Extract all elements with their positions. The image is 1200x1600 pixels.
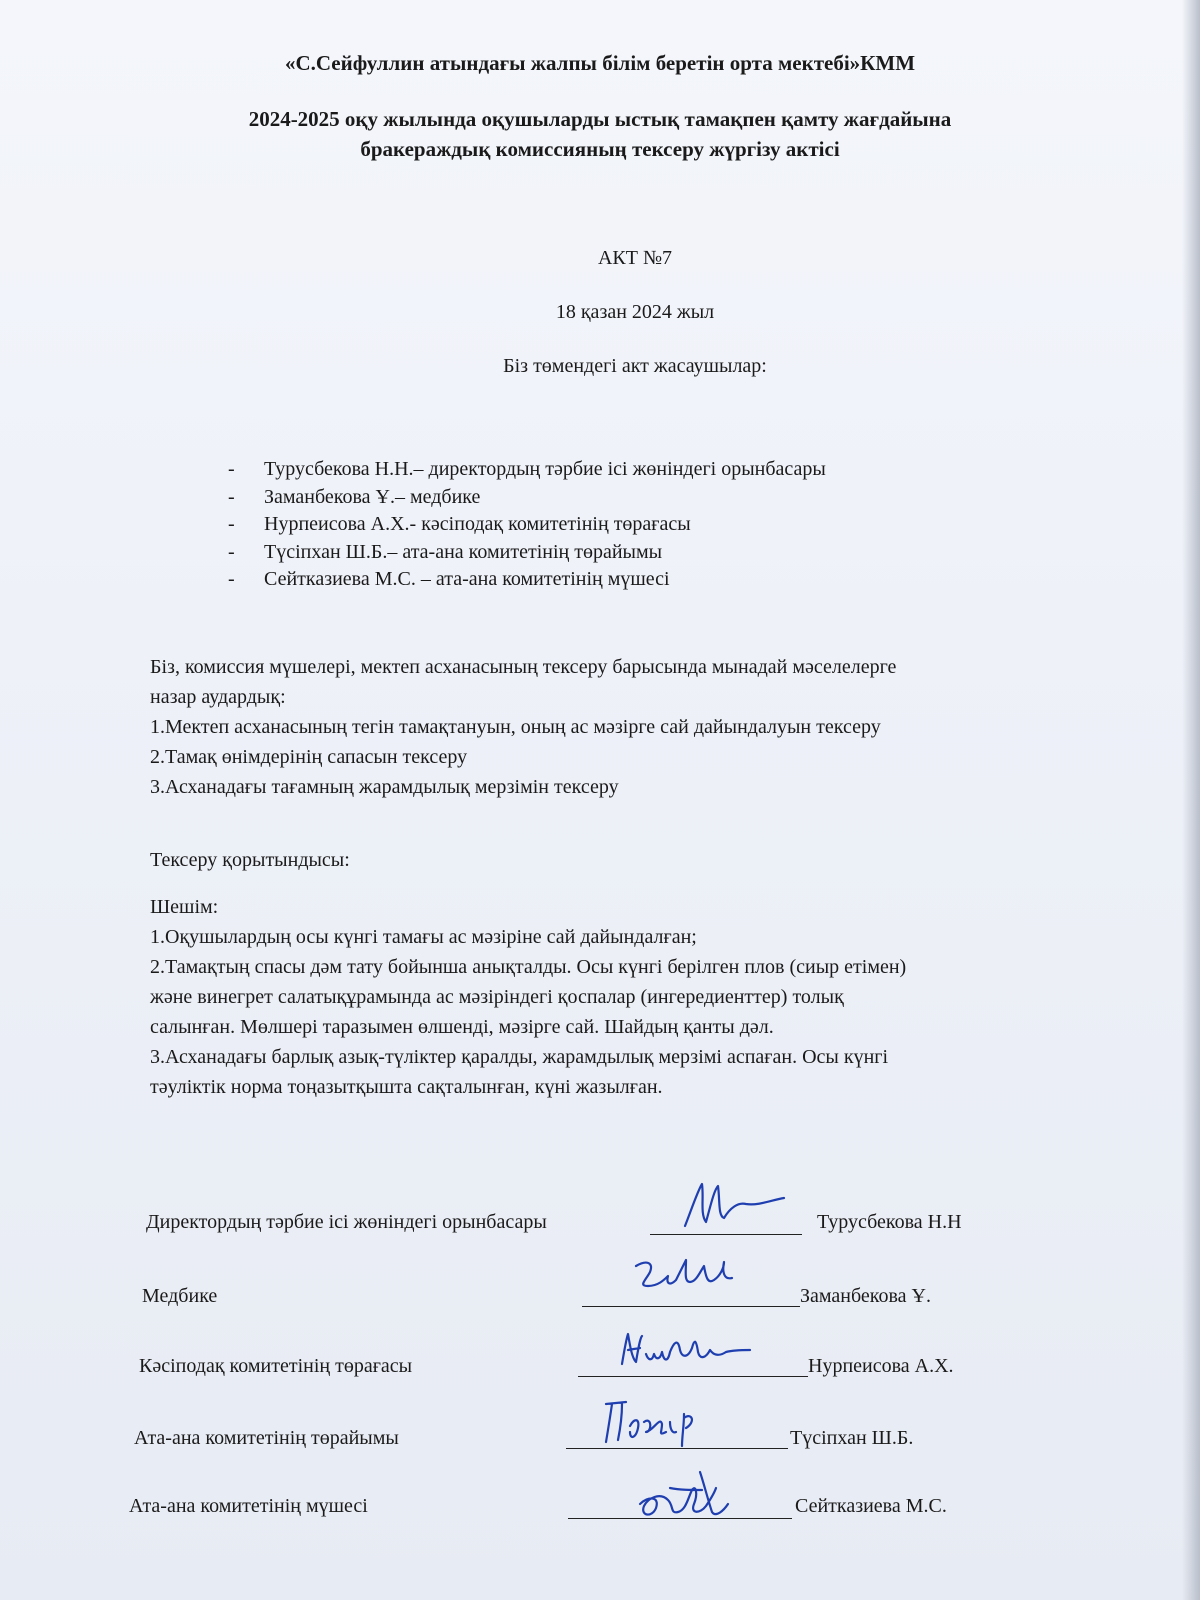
signature-name: Заманбекова Ұ. [800, 1285, 931, 1307]
handwritten-signature-icon [600, 1396, 700, 1450]
list-dash: - [228, 485, 235, 508]
list-item: - Заманбекова Ұ.– медбике [228, 484, 826, 512]
handwritten-signature-icon [680, 1178, 790, 1238]
signature-role: Медбике [142, 1285, 218, 1307]
act-date: 18 қазан 2024 жыл [555, 301, 715, 323]
school-name: «С.Сейфуллин атындағы жалпы білім беретін орта мектебі»КММ [284, 51, 916, 75]
results-label: Тексеру қорытындысы: [150, 849, 350, 871]
signature-role: Ата-ана комитетінің мүшесі [129, 1495, 368, 1517]
decision-line: салынған. Мөлшері таразымен өлшенді, мәзірге сай. Шайдың қанты дәл. [150, 1016, 774, 1038]
commission-members-list [228, 456, 826, 594]
decision-label: Шешім: [150, 896, 219, 918]
act-intro: Біз төмендегі акт жасаушылар: [503, 355, 767, 377]
decision-line: 1.Оқушылардың осы күнгі тамағы ас мәзіріне сай дайындалған; [150, 926, 697, 948]
act-number: АКТ №7 [597, 247, 673, 269]
list-dash: - [228, 568, 235, 590]
list-item: - Турусбекова Н.Н.– директордың тәрбие ісі жөніндегі орынбасары [228, 456, 826, 484]
signature-name: Сейтказиева М.С. [795, 1495, 947, 1517]
document-title-line2: бракераждық комиссияның тексеру жүргізу актісі [360, 137, 840, 161]
signature-role: Ата-ана комитетінің төрайымы [134, 1427, 399, 1449]
inspection-text: Біз, комиссия мүшелері, мектеп асханасының тексеру барысында мынадай мәселелерге [150, 656, 897, 678]
inspection-text: назар аудардық: [150, 686, 286, 708]
inspection-item: 1.Мектеп асханасының тегін тамақтануын, оның ас мәзірге сай дайындалуын тексеру [150, 716, 881, 738]
decision-line: 3.Асханадағы барлық азық-түліктер қаралды, жарамдылық мерзімі аспаған. Осы күнгі [150, 1046, 889, 1068]
decision-section [150, 892, 1190, 1102]
decision-line: 2.Тамақтың спасы дәм тату бойынша анықталды. Осы күнгі берілген плов (сиыр етімен) [150, 956, 907, 978]
list-item: - Сейтказиева М.С. – ата-ана комитетінің мүшесі [228, 566, 826, 594]
signature-name: Түсіпхан Ш.Б. [790, 1427, 914, 1449]
list-dash: - [228, 458, 235, 480]
signature-role: Кәсіподақ комитетінің төрағасы [139, 1355, 413, 1377]
handwritten-signature-icon [616, 1328, 756, 1378]
list-item: - Нурпеисова А.Х.- кәсіподақ комитетінің төрағасы [228, 511, 826, 539]
document-title-line1: 2024-2025 оқу жылында оқушыларды ыстық тамақпен қамту жағдайына [248, 107, 952, 131]
list-dash: - [228, 540, 235, 563]
inspection-section [150, 652, 1190, 802]
signature-role: Директордың тәрбие ісі жөніндегі орынбасары [146, 1211, 547, 1233]
list-item: - Түсіпхан Ш.Б.– ата-ана комитетінің төрайымы [228, 539, 826, 567]
handwritten-signature-icon [628, 1252, 738, 1312]
decision-line: және винегрет салатықұрамында ас мәзіріндегі қоспалар (ингередиенттер) толық [150, 986, 844, 1008]
inspection-item: 2.Тамақ өнімдерінің сапасын тексеру [150, 746, 468, 768]
inspection-item: 3.Асханадағы тағамның жарамдылық мерзімін тексеру [150, 776, 619, 798]
list-dash: - [228, 513, 235, 535]
decision-line: тәуліктік норма тоңазытқышта сақталынған, күні жазылған. [150, 1076, 663, 1098]
handwritten-signature-icon [630, 1460, 740, 1524]
signature-name: Турусбекова Н.Н [817, 1211, 962, 1233]
signature-name: Нурпеисова А.Х. [808, 1355, 954, 1377]
